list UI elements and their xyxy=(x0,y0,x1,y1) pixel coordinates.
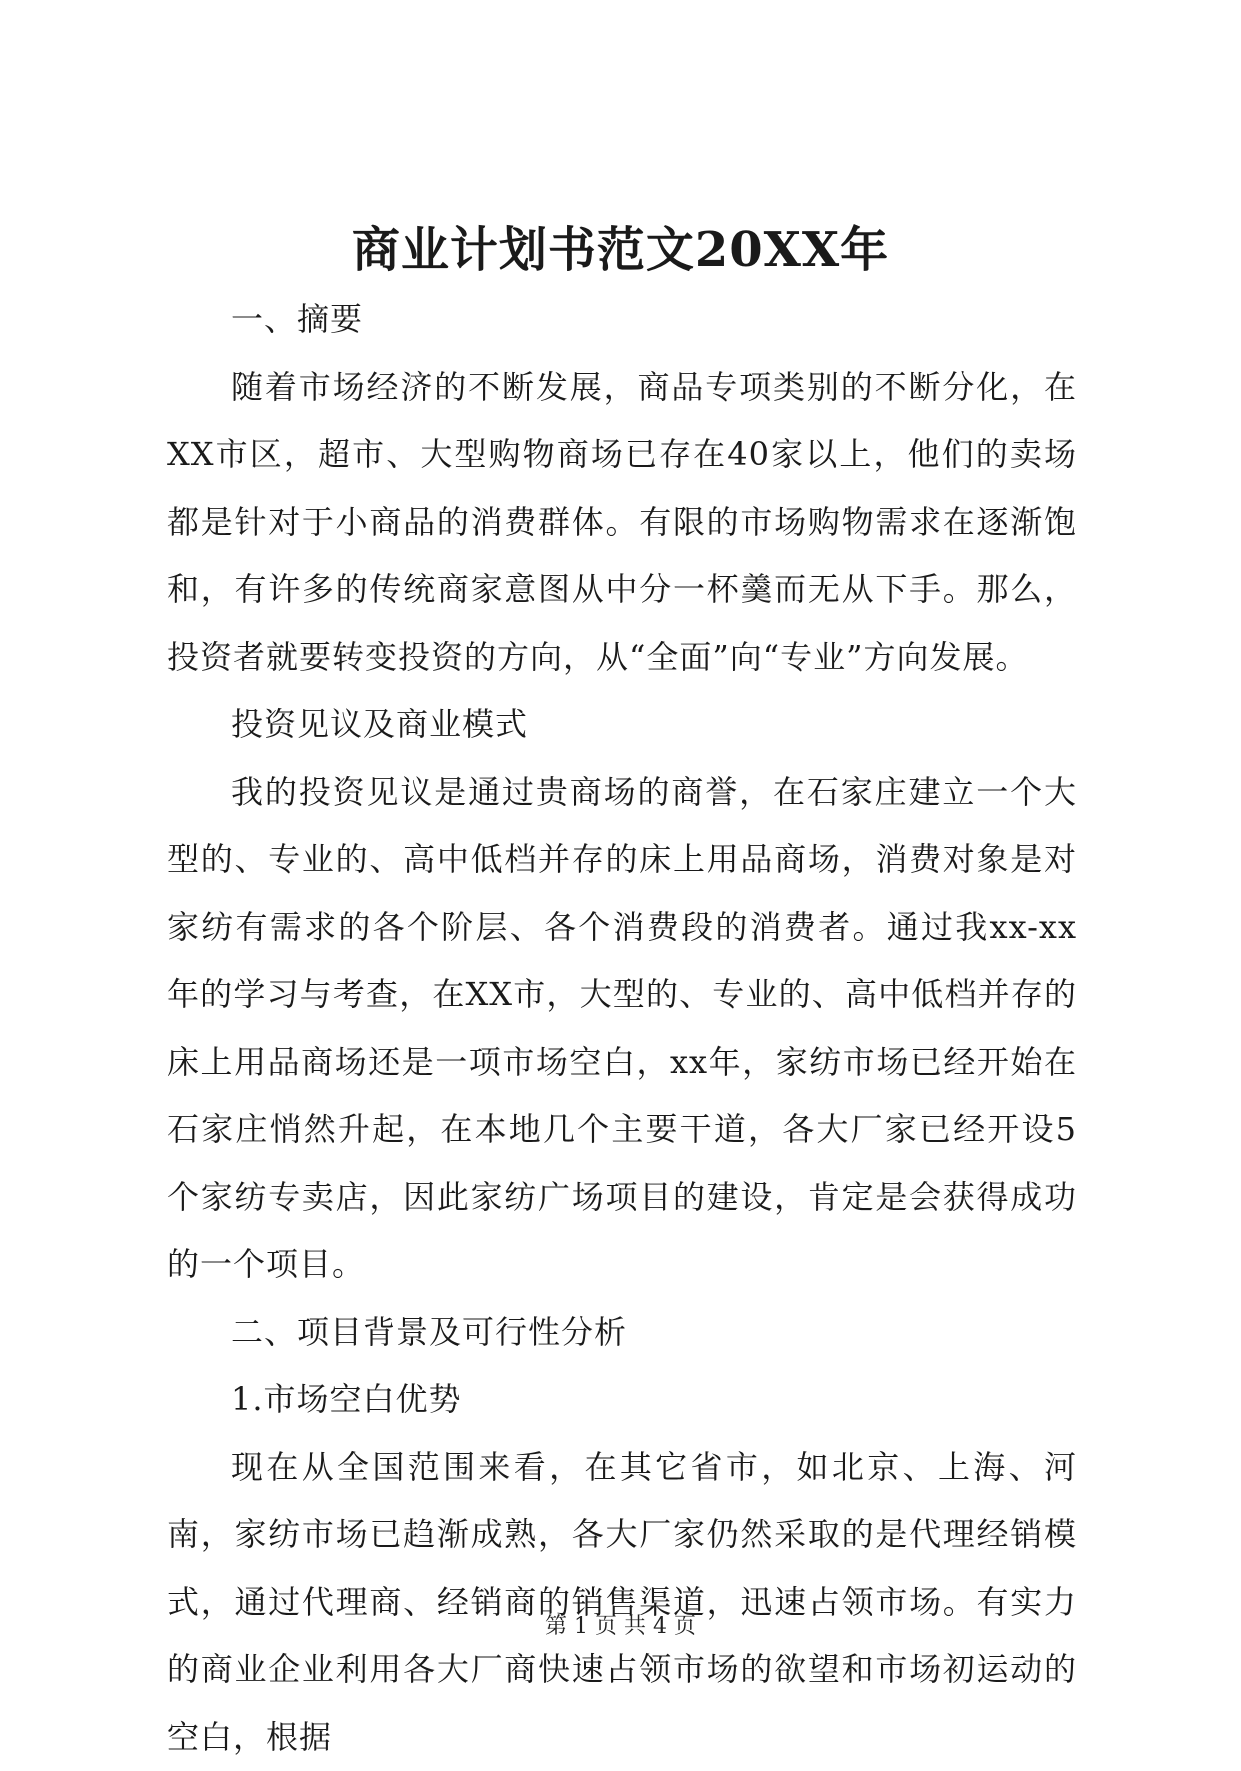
document-body xyxy=(167,286,1077,1771)
paragraph-summary: 随着市场经济的不断发展，商品专项类别的不断分化，在XX市区，超市、大型购物商场已存在40家以上，他们的卖场都是针对于小商品的消费群体。有限的市场购物需求在逐渐饱和，有许多的传统商家意图从中分一杯羹而无从下手。那么，投资者就要转变投资的方向，从“全面”向“专业”方向发展。 xyxy=(167,354,1077,692)
subsection-heading-market-gap: 1.市场空白优势 xyxy=(167,1366,1077,1434)
page-number-footer: 第 1 页 共 4 页 xyxy=(0,1612,1241,1642)
section-heading-investment: 投资见议及商业模式 xyxy=(167,691,1077,759)
section-heading-summary: 一、摘要 xyxy=(167,286,1077,354)
section-heading-background: 二、项目背景及可行性分析 xyxy=(167,1299,1077,1367)
paragraph-investment: 我的投资见议是通过贵商场的商誉，在石家庄建立一个大型的、专业的、高中低档并存的床上用品商场，消费对象是对家纺有需求的各个阶层、各个消费段的消费者。通过我xx-xx年的学习与考查，在XX市，大型的、专业的、高中低档并存的床上用品商场还是一项市场空白，xx年，家纺市场已经开始在石家庄悄然升起，在本地几个主要干道，各大厂家已经开设5个家纺专卖店，因此家纺广场项目的建设，肯定是会获得成功的一个项目。 xyxy=(167,759,1077,1299)
document-title: 商业计划书范文20XX年 xyxy=(0,218,1241,282)
paragraph-market-gap: 现在从全国范围来看，在其它省市，如北京、上海、河南，家纺市场已趋渐成熟，各大厂家仍然采取的是代理经销模式，通过代理商、经销商的销售渠道，迅速占领市场。有实力的商业企业利用各大厂商快速占领市场的欲望和市场初运动的空白，根据 xyxy=(167,1434,1077,1771)
